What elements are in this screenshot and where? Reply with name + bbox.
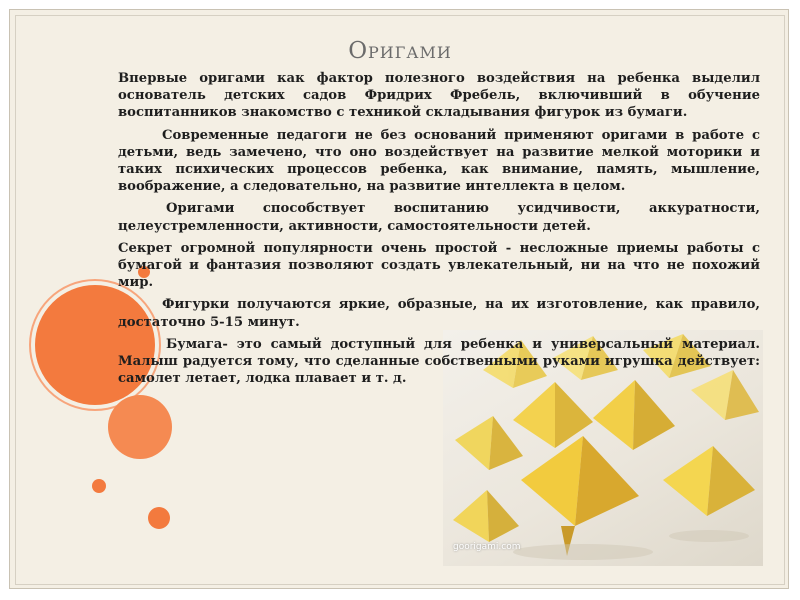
slide-title: Оригами [348, 38, 452, 64]
paragraph-qualities: Оригами способствует воспитанию усидчивости, аккуратности, целеустремленности, активности, самостоятельности детей. [118, 201, 760, 234]
slide-body-text [118, 70, 760, 392]
paragraph-figures: Фигурки получаются яркие, образные, на их изготовление, как правило, достаточно 5-15 минут. [118, 297, 760, 330]
decorative-circle-medium [108, 395, 172, 459]
paragraph-paper-material: Бумага- это самый доступный для ребенка и универсальный материал. Малыш радуется тому, что сделанные собственными руками игрушка действует: самолет летает, лодка плавает и т. д. [118, 336, 760, 387]
decorative-circle-small [148, 507, 170, 529]
paragraph-popularity-secret: Секрет огромной популярности очень простой - несложные приемы работы с бумагой и фантазия позволяют создать увлекательный, ни на что не похожий мир. [118, 240, 760, 291]
paragraph-history: Впервые оригами как фактор полезного воздействия на ребенка выделил основатель детских садов Фридрих Фребель, включивший в обучение воспитанников знакомство с техникой складывания фигурок из бумаги. [118, 71, 760, 121]
photo-watermark: goorigami.com [453, 542, 521, 552]
decorative-circle-tiny [92, 479, 106, 493]
paragraph-modern-pedagogy: Современные педагоги не без оснований применяют оригами в работе с детьми, ведь замечено, что оно воздействует на развитие мелкой моторики и таких психических процессов ребенка, как внимание, память, мышление, воображение, а следовательно, на развитие интеллекта в целом. [118, 127, 760, 195]
